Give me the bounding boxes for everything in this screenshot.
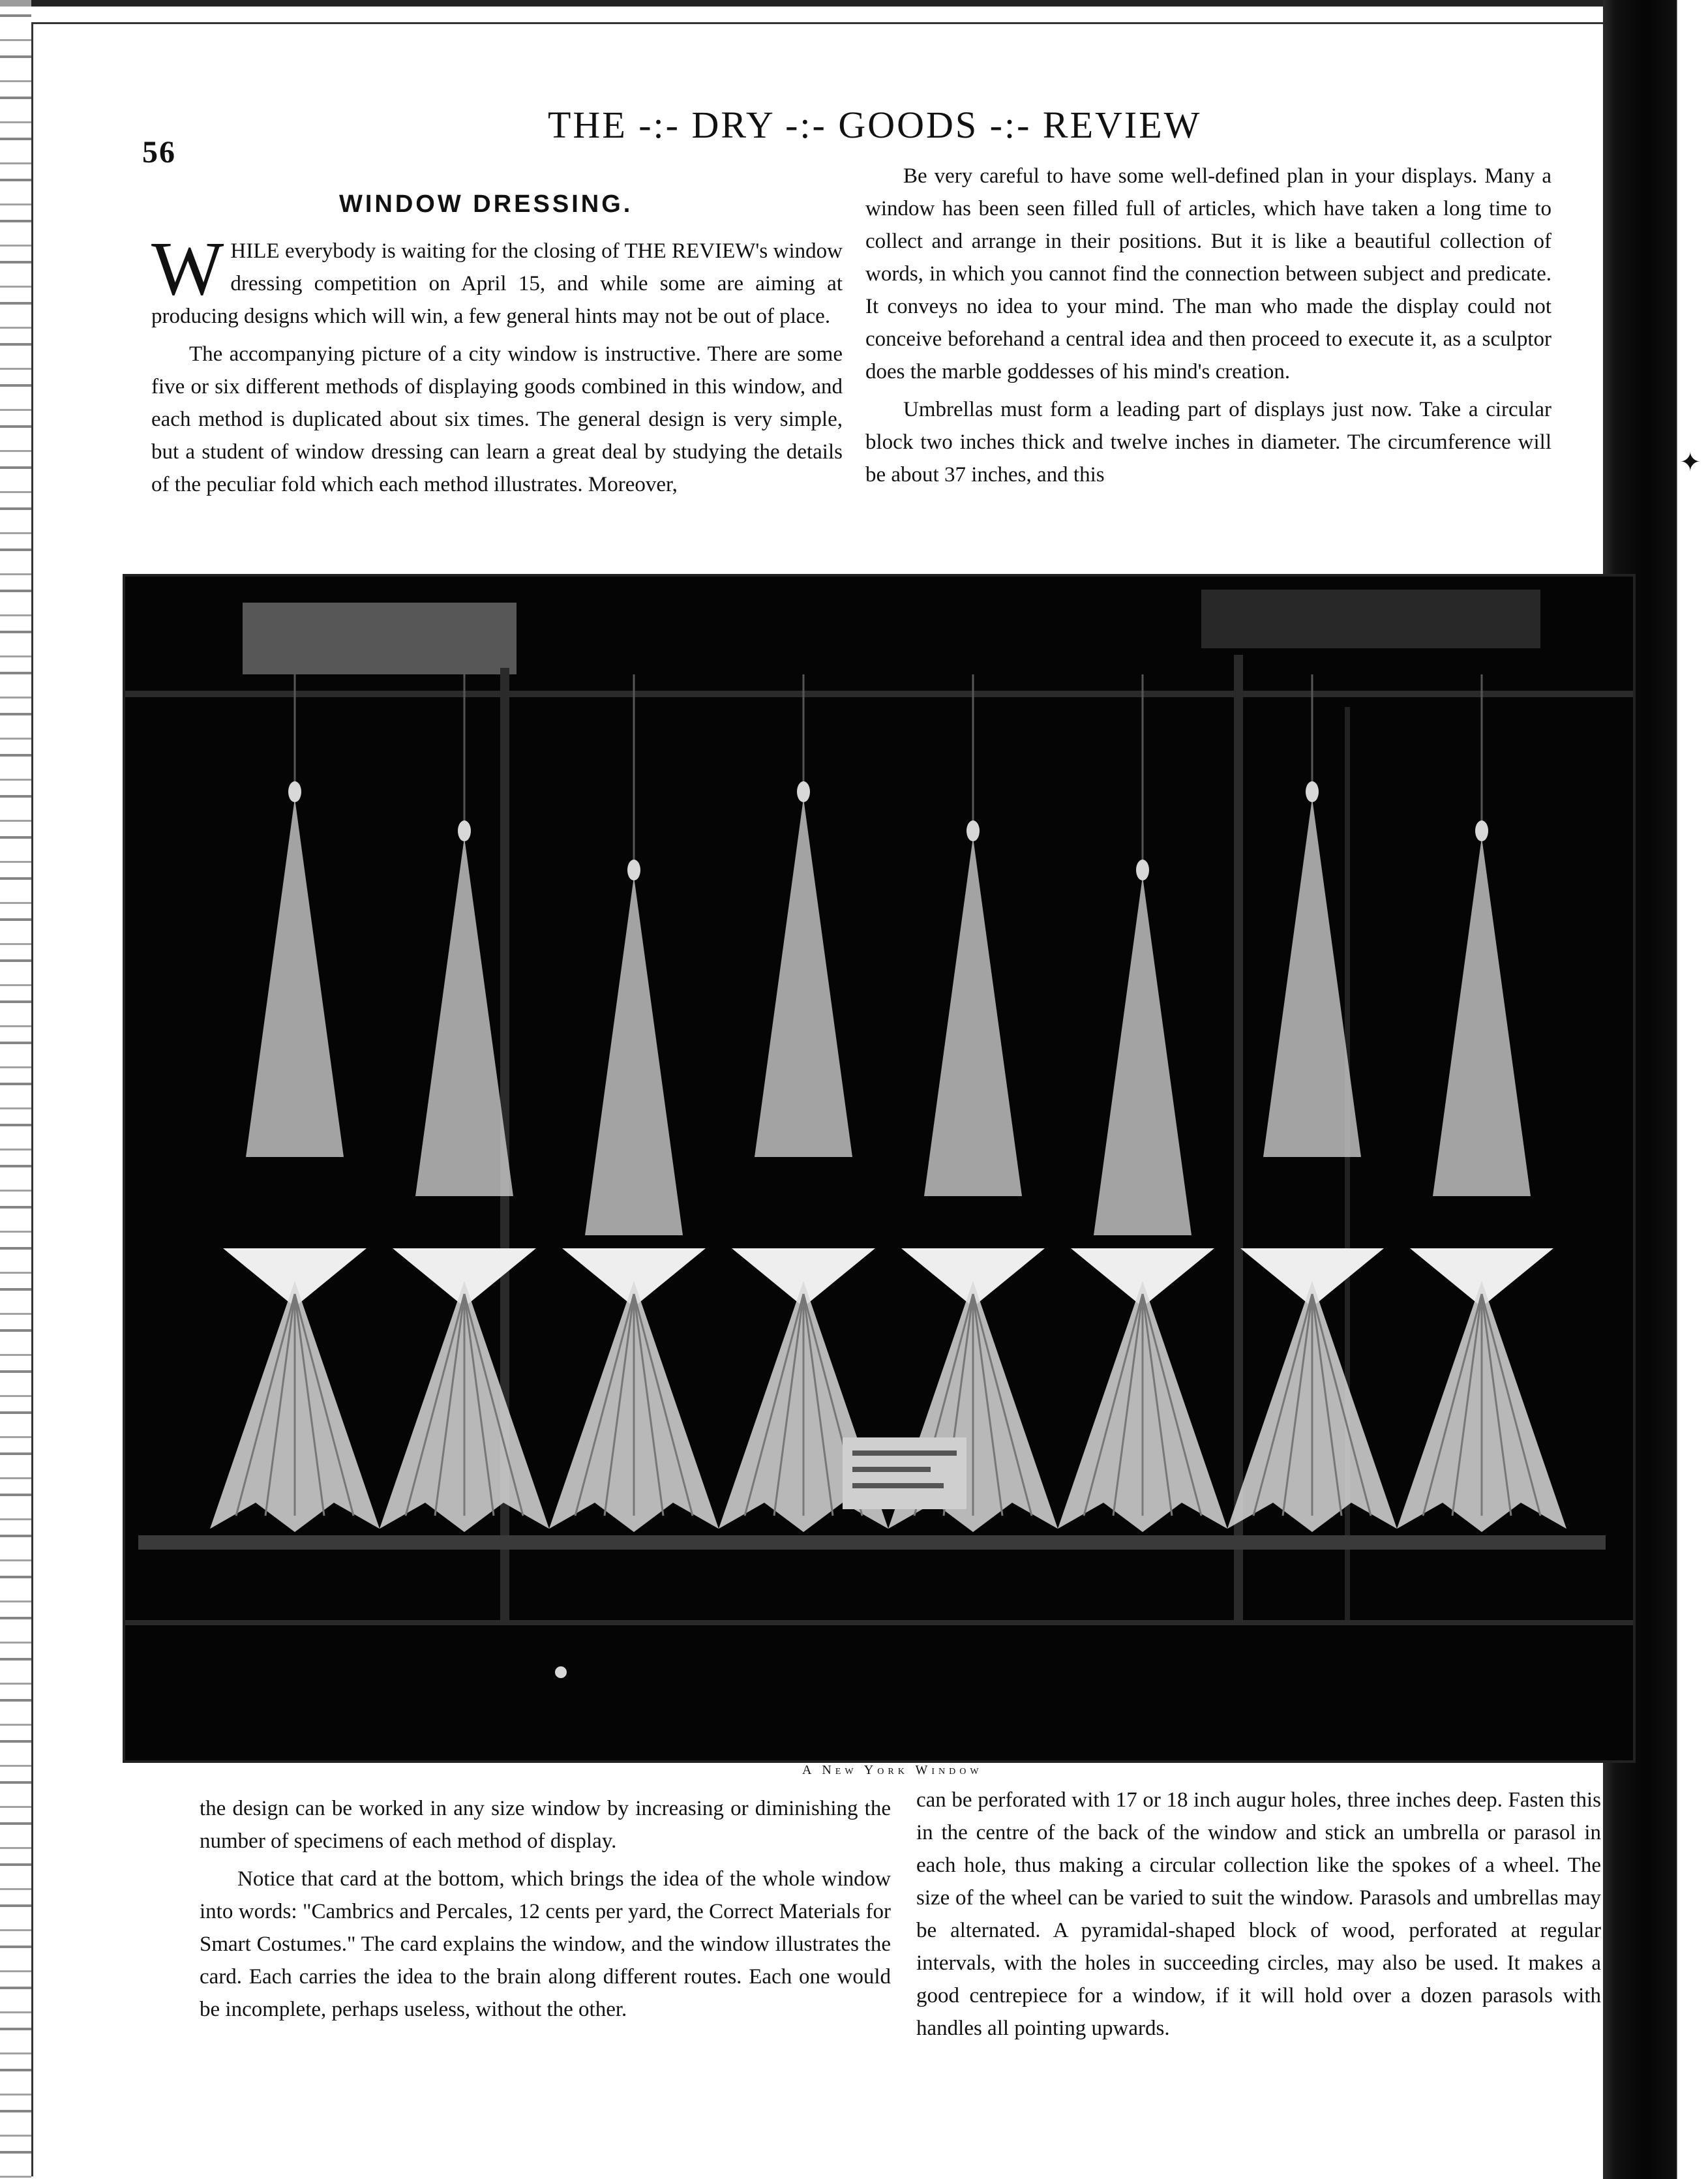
window-display-photo	[123, 574, 1636, 1763]
paragraph: Notice that card at the bottom, which brings the idea of the whole window into words: "Cambrics and Percales, 12 cents per yard, the Correct Materials for Smart Costumes." The card explains the window, and the window illustrates the card. Each carries the idea to the brain along different routes. Each one would be incomplete, perhaps useless, without the other.	[200, 1867, 891, 2021]
article-title: WINDOW DRESSING.	[339, 190, 633, 218]
paragraph: the design can be worked in any size window by increasing or diminishing the number of specimens of each method of display.	[200, 1797, 891, 1853]
drop-cap: W	[151, 226, 224, 311]
paragraph: can be perforated with 17 or 18 inch augur holes, three inches deep. Fasten this in the centre of the back of the window and stick an umbrella or parasol in each hole, thus making a circular collection like the spokes of a wheel. The size of the wheel can be varied to suit the window. Parasols and umbrellas may be alternated. A pyramidal-shaped block of wood, perforated at regular intervals, with the holes in succeeding circles, may also be used. It makes a good centrepiece for a window, if it will hold over a dozen parasols with handles all pointing upwards.	[916, 1788, 1601, 2040]
photo-illustration	[125, 577, 1633, 1760]
column-top-left	[151, 226, 843, 506]
scan-left-edge	[0, 0, 31, 2179]
paragraph	[151, 226, 843, 333]
page-number: 56	[142, 135, 176, 170]
column-bottom-left	[200, 1792, 891, 2031]
column-bottom-right	[916, 1784, 1601, 2050]
figure-caption: A New York Window	[802, 1763, 983, 1777]
column-top-right	[865, 160, 1551, 496]
paragraph: Umbrellas must form a leading part of displays just now. Take a circular block two inches thick and twelve inches in diameter. The circumference will be about 37 inches, and this	[865, 398, 1551, 487]
spine-ornament: ✦	[1679, 447, 1701, 477]
paragraph: Be very careful to have some well-defined plan in your displays. Many a window has been seen filled full of articles, which have taken a long time to collect and arrange in their positions. But it is like a beautiful collection of words, in which you cannot find the connection between subject and predicate. It conveys no idea to your mind. The man who made the display could not conceive beforehand a central idea and then proceed to execute it, as a sculptor does the marble goddesses of his mind's creation.	[865, 164, 1551, 383]
running-title: THE -:- DRY -:- GOODS -:- REVIEW	[548, 104, 1202, 146]
page-top-edge	[0, 0, 1708, 7]
paragraph: The accompanying picture of a city window is instructive. There are some five or six different methods of displaying goods combined in this window, and each method is duplicated about six times. The general design is very simple, but a student of window dressing can learn a great deal by studying the details of the peculiar fold which each method illustrates. Moreover,	[151, 342, 843, 496]
paragraph-text: HILE everybody is waiting for the closing of THE REVIEW's window dressing competition on April 15, and while some are aiming at producing designs which will win, a few general hints may not be out of place.	[151, 239, 843, 328]
